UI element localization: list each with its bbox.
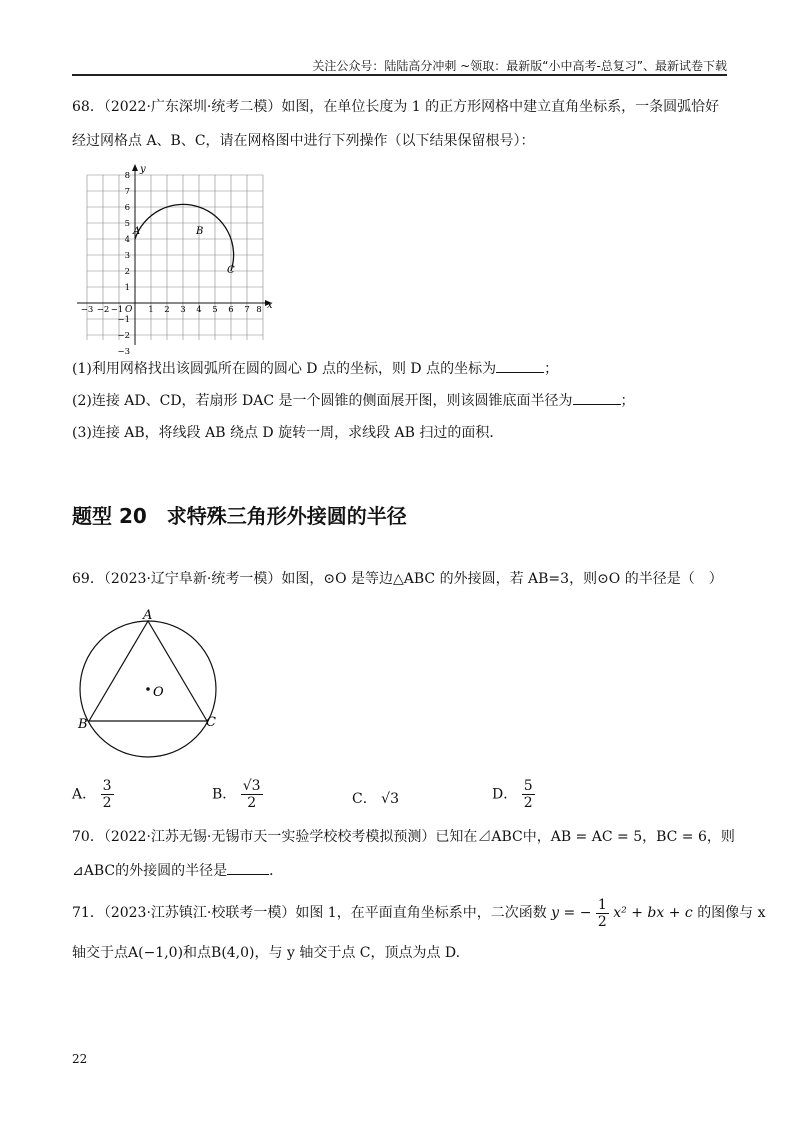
x-tick-label: −1 — [110, 305, 124, 315]
q68-sub3: (3)连接 AB，将线段 AB 绕点 D 旋转一周，求线段 AB 扫过的面积． — [72, 425, 504, 441]
q68-sub1-text: (1)利用网格找出该圆弧所在圆的圆心 D 点的坐标，则 D 点的坐标为 — [72, 361, 497, 377]
point-c-label: C — [227, 265, 235, 276]
header-text: 关注公众号：陆陆高分冲刺 ~领取：最新版“小中高考-总复习”、最新试卷下载 — [312, 59, 727, 73]
x-tick-label: 1 — [148, 305, 154, 315]
x-tick-label: −3 — [80, 305, 94, 315]
grid-lines — [87, 175, 263, 340]
equilateral-triangle — [89, 621, 207, 721]
x-axis-label: x — [267, 300, 273, 311]
q68-sub1-end: ； — [544, 361, 559, 377]
y-tick-label: 8 — [124, 171, 130, 181]
center-point — [146, 687, 150, 691]
q71-line1-a: 71．（2023·江苏镇江·校联考一模）如图 1，在平面直角坐标系中，二次函数 — [72, 905, 547, 921]
x-tick-label: 5 — [212, 305, 218, 315]
y-tick-label: 2 — [124, 267, 130, 277]
q68-line1: 68．（2022·广东深圳·统考二模）如图，在单位长度为 1 的正方形网格中建立直角坐标系，一条圆弧恰好 — [72, 99, 720, 115]
y-tick-labels — [117, 171, 130, 357]
option-b-label: B． — [212, 786, 237, 803]
y-axis-arrow — [132, 164, 138, 171]
q71-eq-y: y = − — [551, 905, 592, 921]
q68-sub2-end: ； — [620, 393, 635, 409]
option-a-label: A． — [72, 786, 97, 803]
q69-text: 69．（2023·辽宁阜新·统考一模）如图，⊙O 是等边△ABC 的外接圆，若 AB=3，则⊙O 的半径是（ ） — [72, 571, 723, 587]
q68-coordinate-grid — [72, 160, 282, 357]
y-tick-label: −3 — [117, 347, 130, 357]
y-tick-label: 3 — [124, 251, 130, 261]
page-header — [72, 52, 727, 76]
y-axis-label: y — [140, 164, 146, 175]
q70-line2 — [72, 856, 283, 886]
x-tick-label: 2 — [164, 305, 170, 315]
q71-eq-fraction: $\frac{1}{2}$ — [597, 896, 607, 930]
y-tick-label: 4 — [124, 235, 130, 245]
x-tick-label: 4 — [196, 305, 202, 315]
q71-line1-b: 的图像与 x — [697, 905, 766, 921]
option-b-fraction: $\frac{√3}{2}$ — [242, 778, 261, 811]
x-tick-label: 3 — [180, 305, 186, 315]
x-tick-label: 8 — [256, 305, 262, 315]
option-b[interactable] — [212, 778, 263, 811]
option-a-fraction: $\frac{3}{2}$ — [102, 778, 112, 811]
q71-line2: 轴交于点A(−1,0)和点B(4,0)，与 y 轴交于点 C，顶点为点 D. — [72, 945, 461, 961]
option-d[interactable] — [492, 778, 535, 811]
q71-eq-rest: x² + bx + c — [613, 905, 693, 921]
vertex-a-label: A — [143, 608, 153, 623]
y-tick-label: −1 — [117, 315, 130, 325]
answer-blank[interactable] — [227, 858, 269, 875]
point-a-label: A — [133, 226, 141, 237]
x-tick-label: 7 — [244, 305, 250, 315]
option-d-label: D． — [492, 786, 518, 803]
y-tick-label: 7 — [124, 187, 130, 197]
y-tick-label: −2 — [117, 331, 130, 341]
q71-line1 — [72, 896, 766, 930]
page-number: 22 — [72, 1052, 88, 1066]
q68-line2: 经过网格点 A、B、C，请在网格图中进行下列操作（以下结果保留根号）： — [72, 133, 535, 149]
q68-sub2 — [72, 386, 635, 416]
option-c-value: √3 — [381, 791, 399, 807]
q69-figure — [72, 608, 232, 763]
vertex-c-label: C — [206, 715, 216, 730]
option-c[interactable] — [352, 788, 399, 808]
q70-line2-end: ． — [269, 863, 284, 879]
y-tick-label: 6 — [124, 203, 130, 213]
x-tick-label: −2 — [96, 305, 110, 315]
origin-label: O — [125, 305, 133, 315]
q70-line1: 70．（2022·江苏无锡·无锡市天一实验学校校考模拟预测）已知在⊿ABC中，AB = AC = 5，BC = 6，则 — [72, 829, 735, 845]
y-tick-label: 5 — [124, 219, 130, 229]
circular-arc — [135, 204, 234, 271]
q68-sub1 — [72, 354, 558, 384]
vertex-b-label: B — [78, 717, 88, 732]
y-tick-label: 1 — [124, 283, 130, 293]
option-c-label: C． — [352, 791, 377, 807]
answer-blank[interactable] — [573, 388, 621, 405]
option-a[interactable] — [72, 778, 114, 811]
q70-line2-text: ⊿ABC的外接圆的半径是 — [72, 863, 228, 879]
q68-sub2-text: (2)连接 AD、CD，若扇形 DAC 是一个圆锥的侧面展开图，则该圆锥底面半径为 — [72, 393, 573, 409]
section-title: 题型 20 求特殊三角形外接圆的半径 — [72, 504, 407, 528]
x-tick-labels — [81, 305, 262, 315]
answer-blank[interactable] — [496, 356, 544, 373]
x-tick-label: 6 — [228, 305, 234, 315]
option-d-fraction: $\frac{5}{2}$ — [523, 778, 533, 811]
center-o-label: O — [153, 685, 164, 700]
point-b-label: B — [196, 226, 204, 237]
